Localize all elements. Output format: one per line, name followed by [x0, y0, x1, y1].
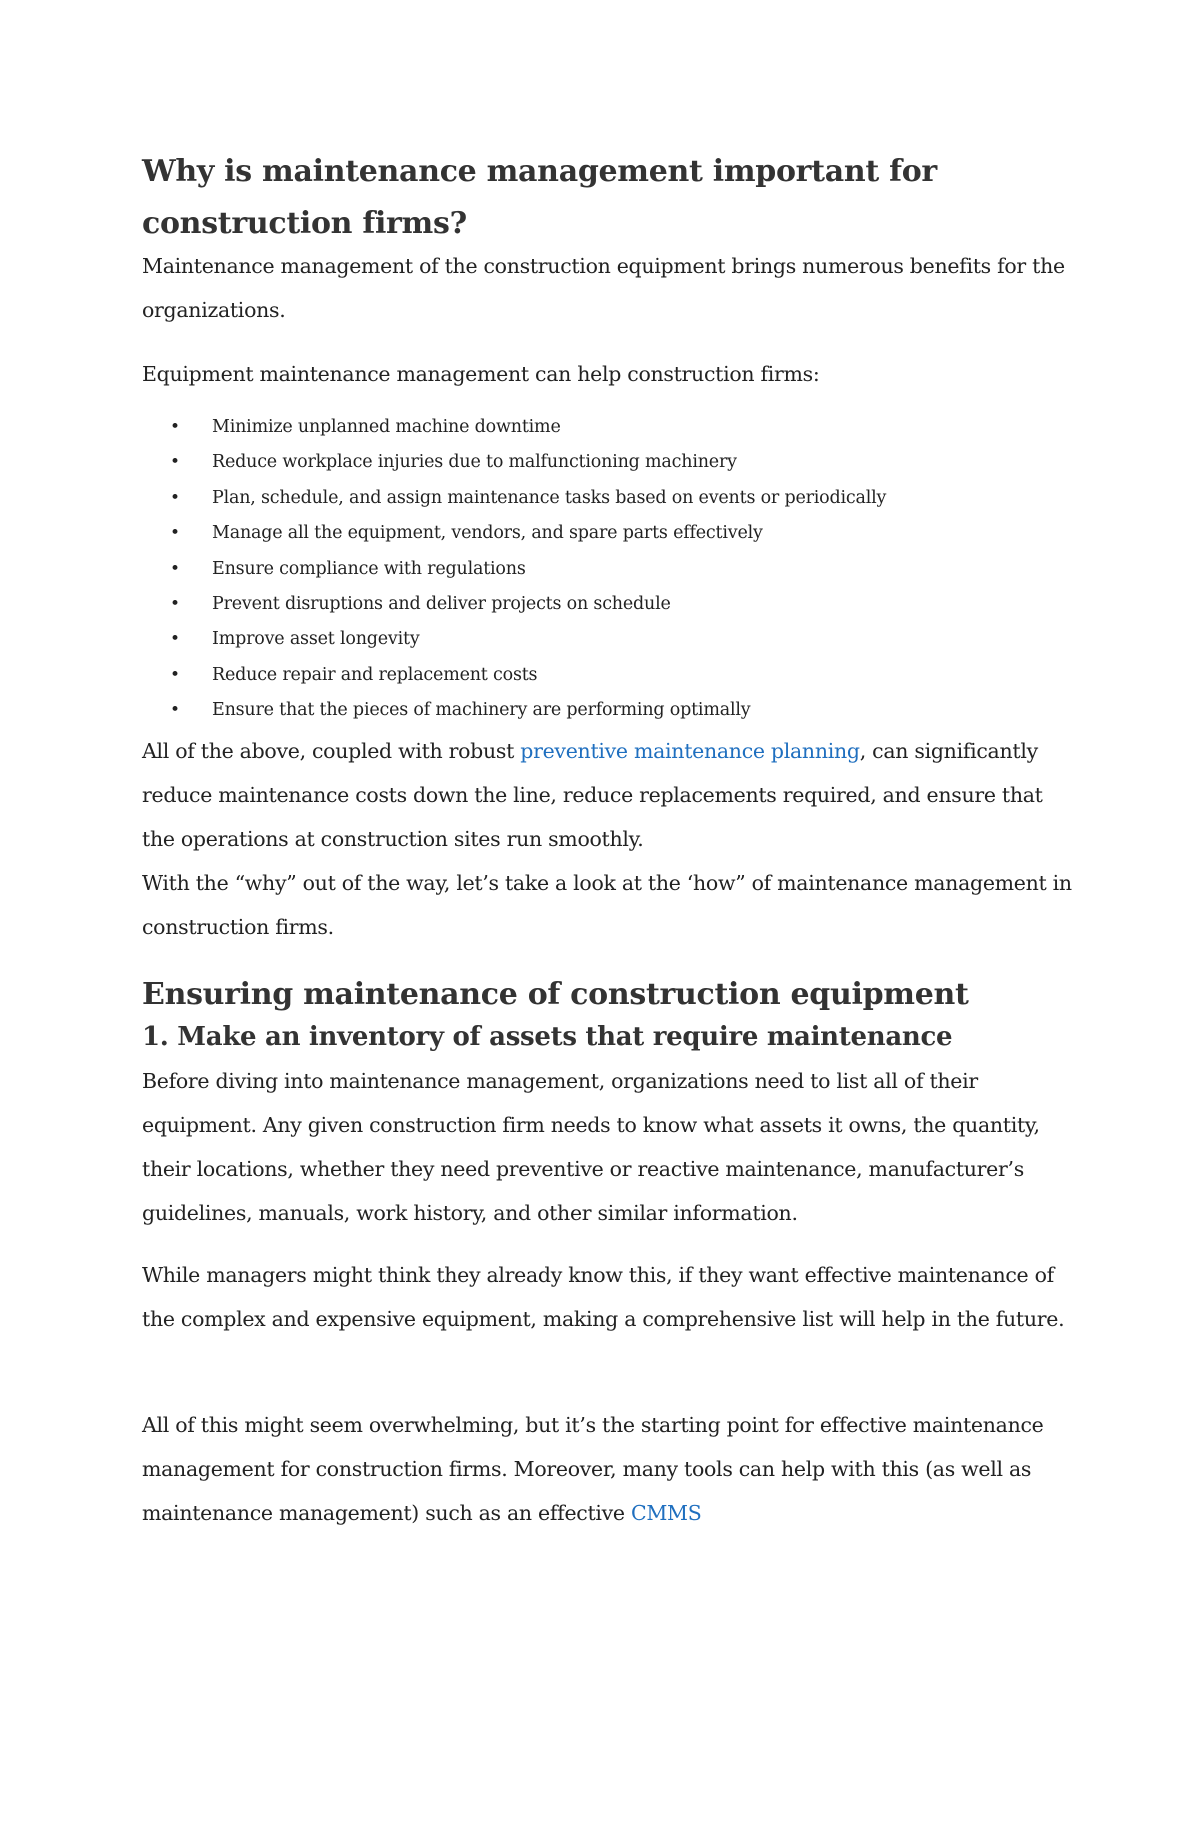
list-item: • Reduce repair and replacement costs — [142, 658, 1072, 693]
section-heading-ensuring: Ensuring maintenance of construction equipment — [142, 976, 969, 1012]
list-item: • Manage all the equipment, vendors, and spare parts effectively — [142, 516, 1072, 551]
list-item: • Ensure that the pieces of machinery are performing optimally — [142, 693, 1072, 728]
inventory-paragraph-1: Before diving into maintenance management, organizations need to list all of their equipment. Any given construction firm needs to know what assets it owns, the quantity, their locations, whether they need preventive or reactive maintenance, manufacturer’s guidelines, manuals, work history, and other similar information. — [142, 1068, 1040, 1225]
paragraph-text: All of this might seem overwhelming, but it’s the starting point for effective maintenance management for construction firms. Moreover, many tools can help with this (as well as maintenance management) such as an effective — [142, 1412, 1044, 1525]
summary-text-start: All of the above, coupled with robust — [142, 738, 521, 763]
summary-text-end: , can significantly reduce maintenance costs down the line, reduce replacements required, and ensure that the operations at construction sites run smoothly. — [142, 738, 1043, 851]
cmms-link[interactable]: CMMS — [630, 1500, 702, 1525]
preventive-maintenance-link[interactable]: preventive maintenance planning — [520, 738, 860, 763]
list-item: • Improve asset longevity — [142, 622, 1072, 657]
list-item: • Reduce workplace injuries due to malfunctioning machinery — [142, 445, 1072, 480]
list-item: • Ensure compliance with regulations — [142, 552, 1072, 587]
list-item: • Prevent disruptions and deliver projects on schedule — [142, 587, 1072, 622]
subheading-inventory: 1. Make an inventory of assets that require maintenance — [142, 1021, 953, 1052]
list-item: • Minimize unplanned machine downtime — [142, 410, 1072, 445]
transition-paragraph: With the “why” out of the way, let’s take a look at the ‘how” of maintenance management in construction firms. — [142, 870, 1072, 939]
list-item: • Plan, schedule, and assign maintenance tasks based on events or periodically — [142, 481, 1072, 516]
document-page — [142, 146, 1072, 1535]
section-heading-why: Why is maintenance management important for construction firms? — [142, 154, 937, 241]
inventory-paragraph-2: While managers might think they already know this, if they want effective maintenance of the complex and expensive equipment, making a comprehensive list will help in the future. — [142, 1262, 1065, 1331]
summary-paragraph — [142, 729, 1072, 861]
benefits-list — [142, 410, 1072, 729]
benefits-lead: Equipment maintenance management can help construction firms: — [142, 362, 820, 386]
inventory-paragraph-3 — [142, 1403, 1072, 1535]
intro-paragraph: Maintenance management of the construction equipment brings numerous benefits for the organizations. — [142, 254, 1065, 322]
